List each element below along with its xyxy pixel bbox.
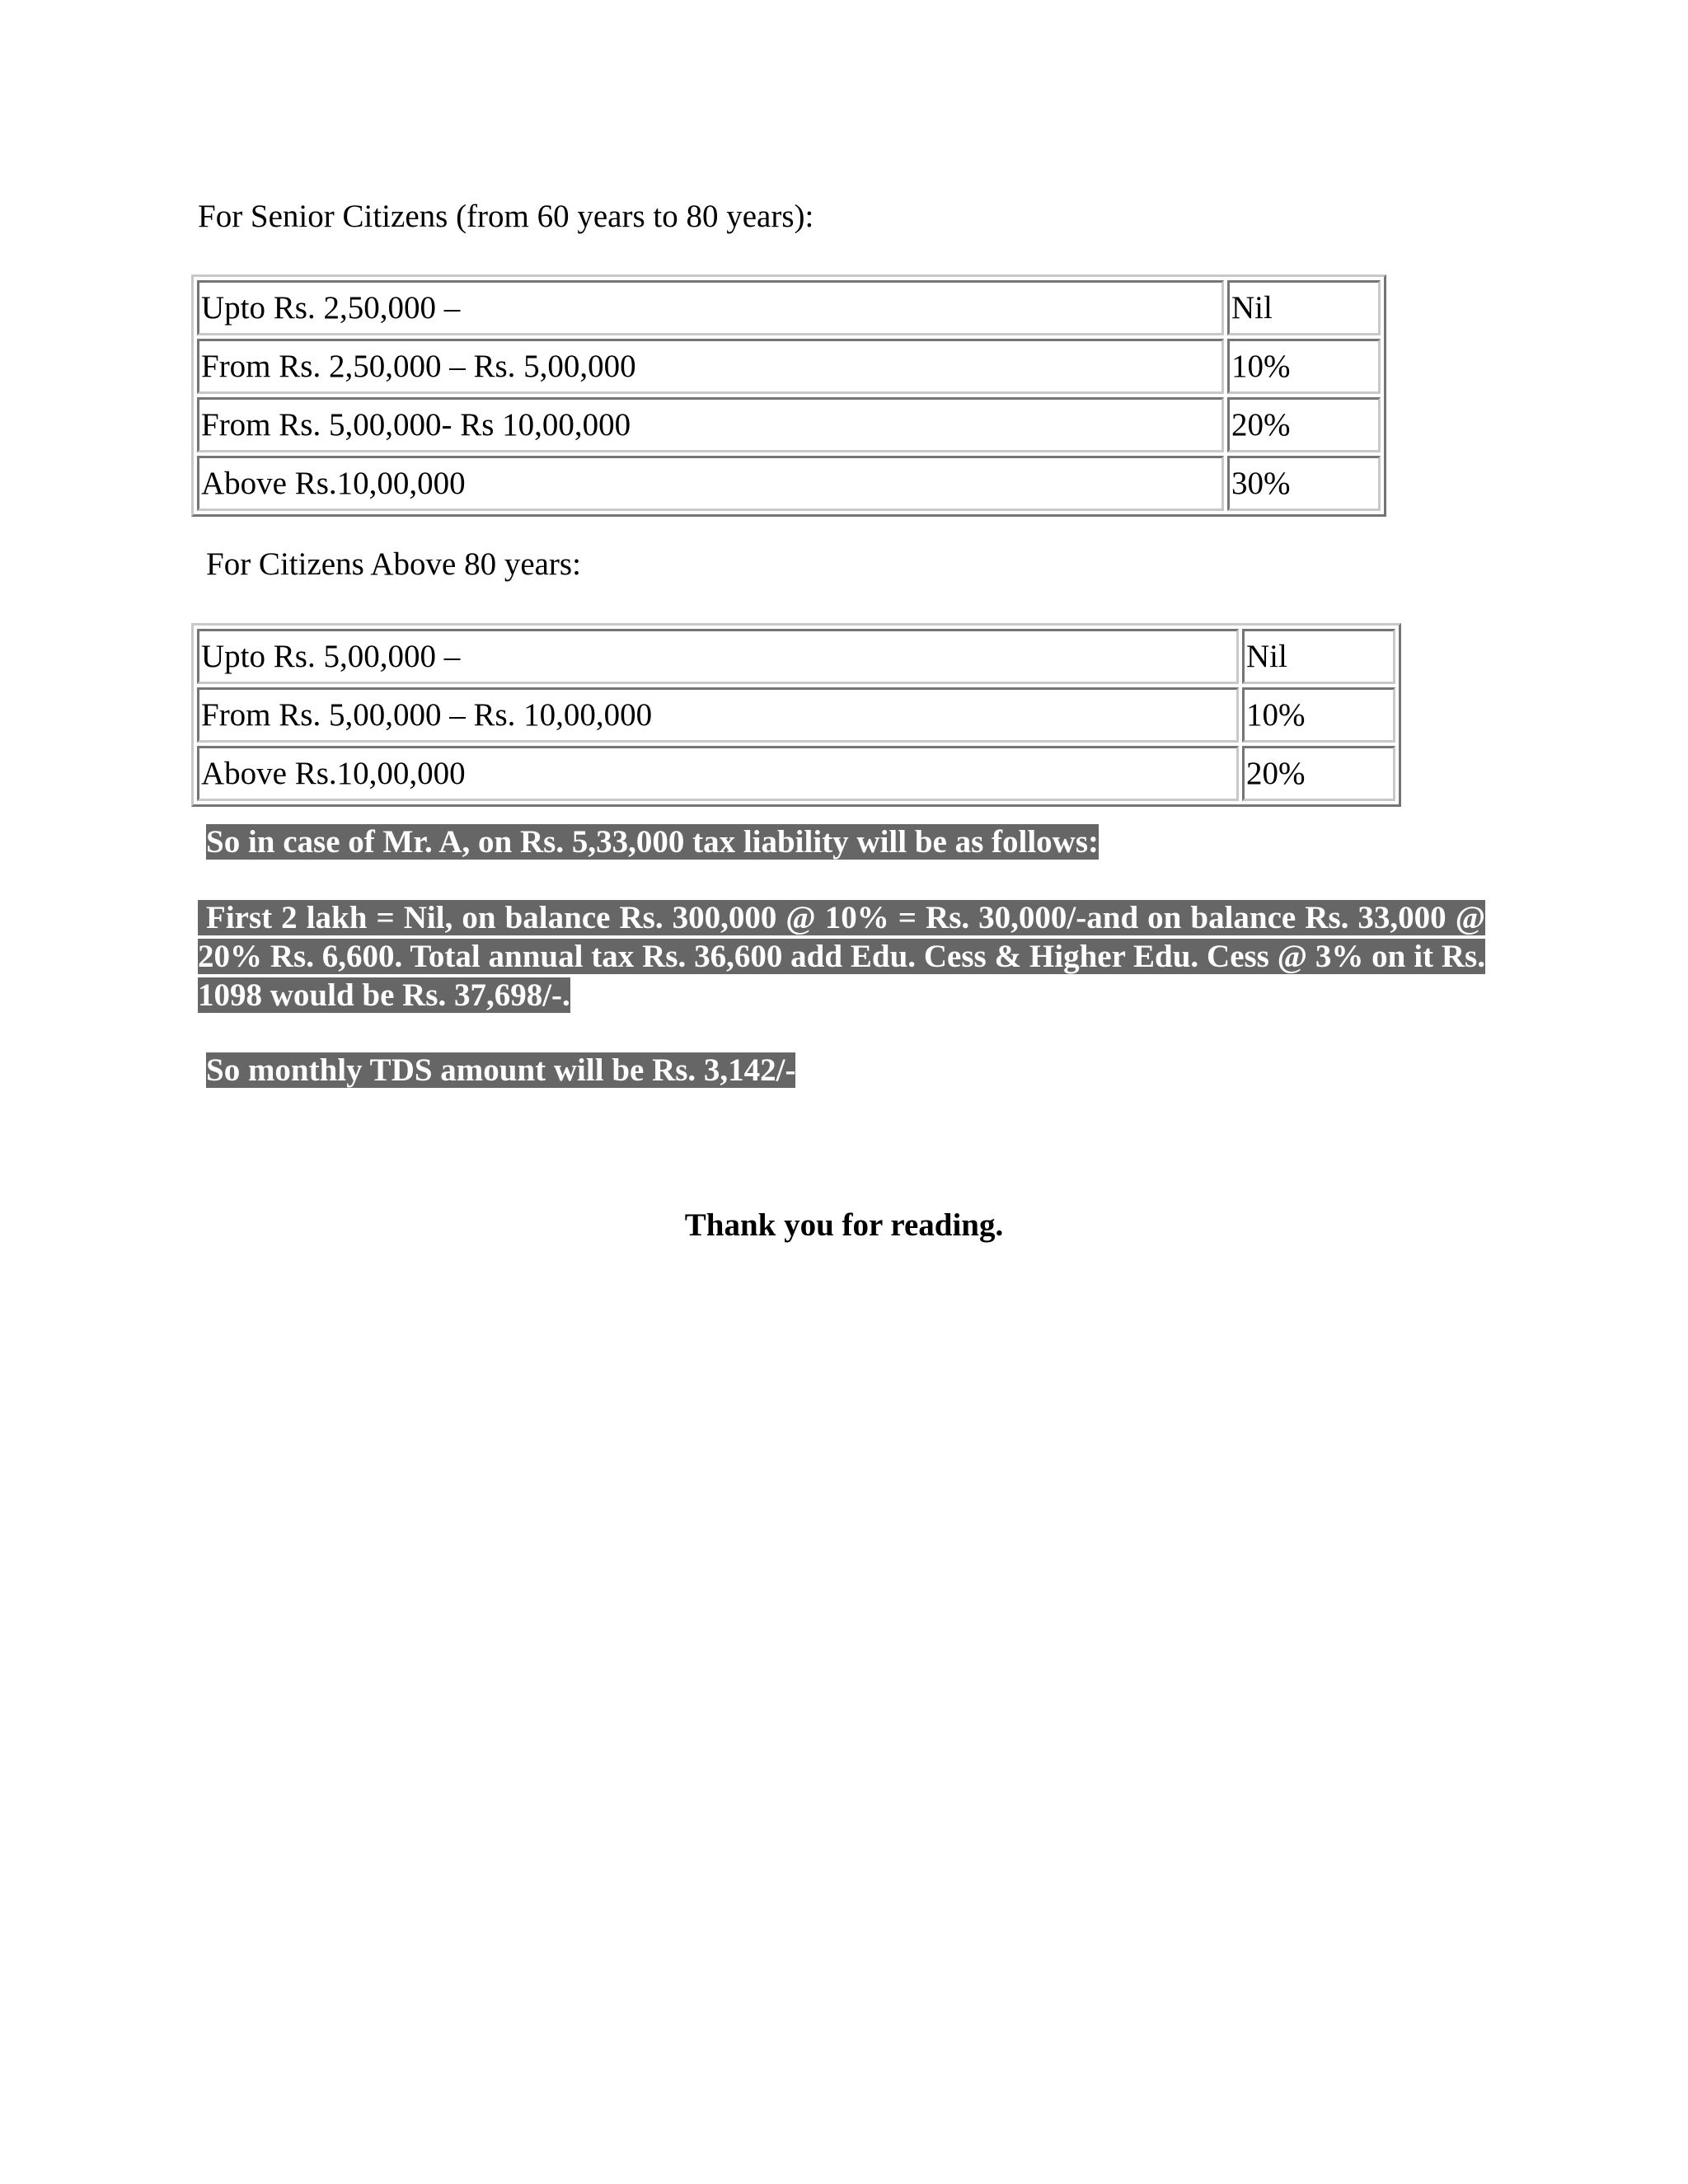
slab-rate: 30%	[1227, 456, 1381, 511]
slab-range: From Rs. 2,50,000 – Rs. 5,00,000	[197, 339, 1224, 394]
slab-rate: 10%	[1227, 339, 1381, 394]
slab-range: From Rs. 5,00,000- Rs 10,00,000	[197, 397, 1224, 452]
slab-rate: 20%	[1242, 746, 1395, 801]
slab-rate: 10%	[1242, 687, 1395, 743]
slab-rate: Nil	[1227, 280, 1381, 335]
slab-range: Above Rs.10,00,000	[197, 456, 1224, 511]
slab-range: Upto Rs. 5,00,000 –	[197, 629, 1239, 684]
closing-note: Thank you for reading.	[684, 1207, 1004, 1243]
example-intro	[206, 823, 1099, 861]
slab-range: Above Rs.10,00,000	[197, 746, 1239, 801]
example-calculation-text: First 2 lakh = Nil, on balance Rs. 300,000 @ 10% = Rs. 30,000/-and on balance Rs. 33,000 @ 20% Rs. 6,600. Total annual tax Rs. 36,600 add Edu. Cess & Higher Edu. Cess @ 3% on it Rs. 1098 would be Rs. 37,698/-.	[198, 900, 1485, 1013]
example-calculation	[198, 898, 1485, 1015]
super-senior-citizens-heading: For Citizens Above 80 years:	[206, 546, 581, 582]
super-senior-citizens-tax-table	[191, 623, 1401, 807]
slab-range: Upto Rs. 2,50,000 –	[197, 280, 1224, 335]
monthly-tds-note	[206, 1051, 795, 1090]
slab-rate: Nil	[1242, 629, 1395, 684]
senior-citizens-heading: For Senior Citizens (from 60 years to 80 years):	[198, 199, 814, 234]
slab-range: From Rs. 5,00,000 – Rs. 10,00,000	[197, 687, 1239, 743]
example-intro-text: So in case of Mr. A, on Rs. 5,33,000 tax liability will be as follows:	[206, 824, 1100, 860]
table-row	[197, 629, 1395, 684]
table-row	[197, 397, 1381, 452]
table-row	[197, 687, 1395, 743]
monthly-tds-text: So monthly TDS amount will be Rs. 3,142/-	[206, 1052, 796, 1088]
senior-citizens-tax-table	[191, 274, 1386, 517]
table-row	[197, 339, 1381, 394]
table-row	[197, 746, 1395, 801]
table-row	[197, 456, 1381, 511]
slab-rate: 20%	[1227, 397, 1381, 452]
table-row	[197, 280, 1381, 335]
